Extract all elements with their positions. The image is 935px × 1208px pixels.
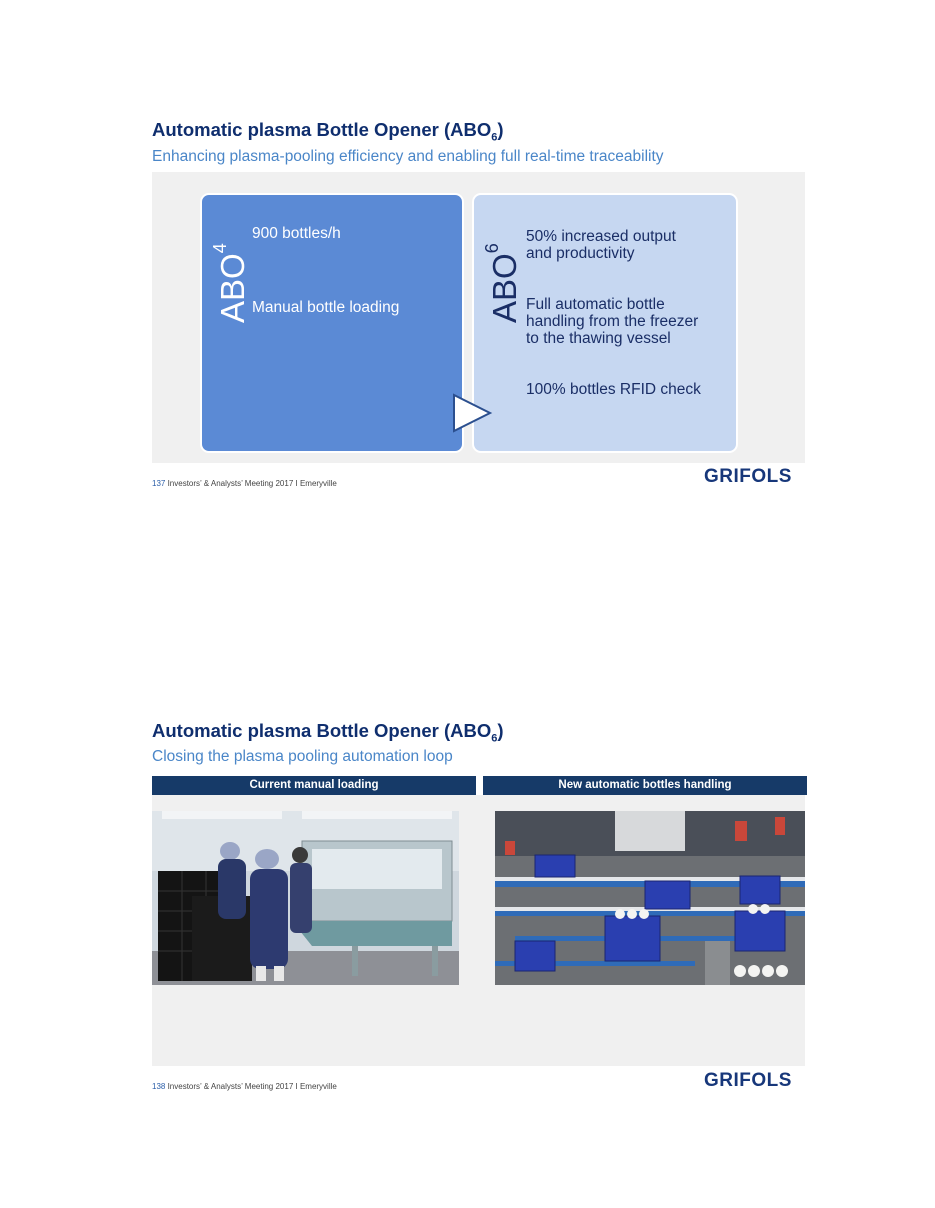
slide-footer: 137 Investors’ & Analysts’ Meeting 2017 I Emeryville: [152, 479, 337, 488]
slide-title: Automatic plasma Bottle Opener $(ABO_6)$: [152, 119, 504, 144]
abo6-label: ABO$^6$: [482, 243, 523, 323]
content-panel: [152, 172, 805, 463]
header-current-manual-loading: Current manual loading: [152, 776, 476, 795]
abo4-throughput: 900 bottles/h: [252, 225, 341, 242]
manual-loading-photo: [152, 811, 459, 985]
abo6-benefit-output: 50% increased output and productivity: [526, 228, 676, 262]
slide-footer: 138 Investors’ & Analysts’ Meeting 2017 I Emeryville: [152, 1082, 337, 1091]
header-new-automatic-handling: New automatic bottles handling: [483, 776, 807, 795]
slide-subtitle: Closing the plasma pooling automation loop: [152, 748, 453, 765]
slide-title: Automatic plasma Bottle Opener $(ABO_6)$: [152, 720, 504, 745]
play-arrow-icon: [450, 391, 496, 435]
abo6-benefit-handling: Full automatic bottle handling from the freezer to the thawing vessel: [526, 296, 699, 347]
abo4-label: ABO$^4$: [210, 243, 251, 323]
abo6-card: [472, 193, 738, 453]
abo4-card: [200, 193, 464, 453]
grifols-logo: GRIFOLS: [704, 1070, 792, 1091]
abo6-benefit-rfid: 100% bottles RFID check: [526, 381, 701, 398]
grifols-logo: GRIFOLS: [704, 466, 792, 487]
automatic-handling-photo: [495, 811, 805, 985]
abo4-loading: Manual bottle loading: [252, 299, 400, 316]
slide-subtitle: Enhancing plasma-pooling efficiency and enabling full real-time traceability: [152, 148, 664, 165]
